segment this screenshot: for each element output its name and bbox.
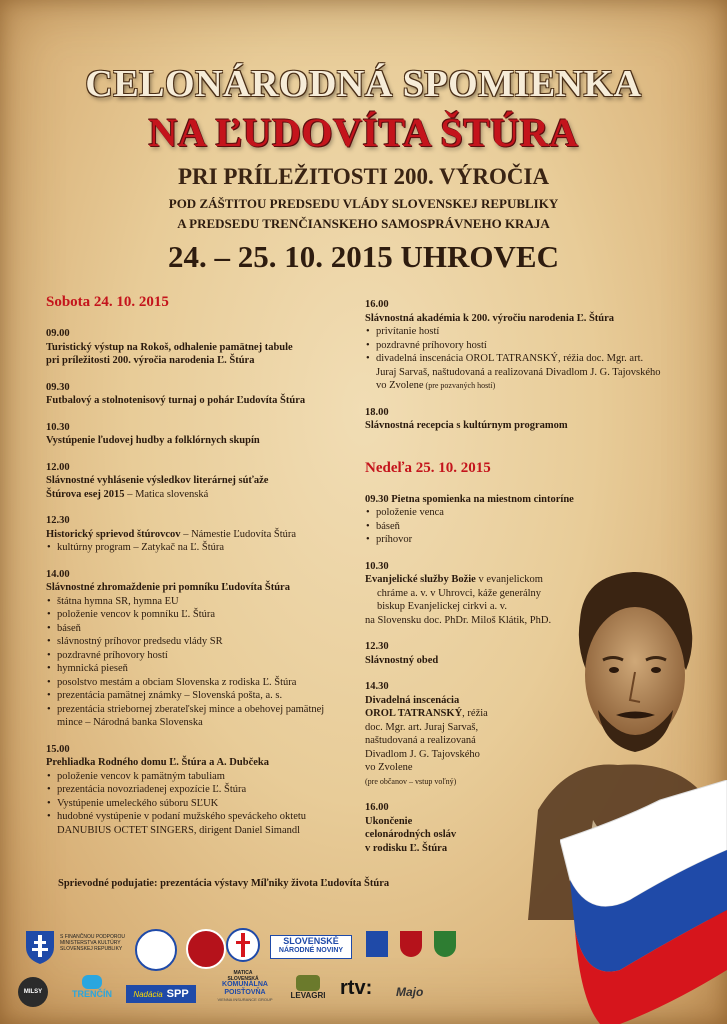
levagri-text: LEVAGRI [290, 991, 326, 1000]
event-text: – Námestie Ľudovíta Štúra [180, 528, 297, 540]
event-text: celonárodných osláv [365, 829, 457, 840]
trencin-mark-icon [82, 975, 102, 989]
list-item: • posolstvo mestám a obciam Slovenska z rodiska Ľ. Štúra [46, 676, 346, 690]
event-text: Slávnostné vyhlásenie výsledkov literárnej súťaže [46, 475, 269, 486]
milsy-logo: MILSY [18, 977, 48, 1007]
matica-logo [226, 925, 260, 985]
list-item: • slávnostný príhovor predsedu vlády SR [46, 635, 346, 649]
event-text: vo Zvolene [365, 762, 413, 773]
program-item [46, 461, 346, 502]
list-item: • položenie vencov k pomníku Ľ. Štúra [46, 608, 346, 622]
date-place: 24. – 25. 10. 2015 UHROVEC [168, 239, 559, 274]
nadacia-spp-logo [126, 985, 196, 1003]
dove-logo-icon [135, 929, 177, 971]
event-time: 16.00 [365, 299, 389, 310]
patron-line-1: POD ZÁŠTITOU PREDSEDU VLÁDY SLOVENSKEJ REPUBLIKY [168, 196, 559, 211]
event-text: Prehliadka Rodného domu Ľ. Štúra a A. Dubčeka [46, 757, 269, 768]
saturday-title: Sobota 24. 10. 2015 [46, 294, 169, 310]
event-text: v rodisku Ľ. Štúra [365, 842, 448, 854]
komunalna-text: POISŤOVŇA [224, 989, 266, 996]
spp-text: SPP [166, 988, 189, 1000]
ministry-text: S FINANČNOU PODPOROU [60, 934, 126, 940]
emblem-logo-icon [186, 929, 226, 969]
list-item: • prezentácia novozriadenej expozície Ľ. Štúra [46, 783, 346, 797]
companion-event: Sprievodné podujatie: prezentácia výstavy Míľniky života Ľudovíta Štúra [58, 878, 390, 889]
event-time: 14.00 [46, 568, 70, 580]
program-item [365, 406, 665, 433]
poster-header [0, 62, 727, 274]
crest-logo-icon [400, 931, 422, 957]
list-item: • báseň [46, 622, 346, 636]
list-item: • pozdravné príhovory hostí [46, 649, 346, 663]
ministry-logo [60, 934, 140, 952]
audience-note: (pre občanov – vstup voľný) [365, 776, 457, 786]
event-time: 12.00 [46, 461, 70, 473]
audience-note: (pre pozvaných hostí) [423, 381, 496, 390]
noviny-text: SLOVENSKÉ [283, 936, 339, 946]
patron-line-2: A PREDSEDU TRENČIANSKEHO SAMOSPRÁVNEHO KRAJA [177, 216, 550, 231]
event-time: 09.30 [46, 381, 70, 393]
event-time: 12.30 [46, 515, 70, 526]
event-text: Slávnostné zhromaždenie pri pomníku Ľudovíta Štúra [46, 582, 290, 593]
event-time: 18.00 [365, 406, 389, 418]
program-item [365, 298, 665, 393]
title-line-2: NA ĽUDOVÍTA ŠTÚRA [148, 110, 579, 155]
event-text: 09.30 Pietna spomienka na miestnom cintoríne [365, 493, 574, 505]
matica-text: MATICA SLOVENSKÁ [227, 970, 259, 982]
event-text: Slávnostná akadémia k 200. výročiu narodenia Ľ. Štúra [365, 312, 615, 324]
program-item [46, 514, 346, 555]
list-item: • prezentácia pamätnej známky – Slovenská pošta, a. s. [46, 689, 346, 703]
event-text: OROL TATRANSKÝ [365, 708, 463, 719]
program-item [46, 421, 346, 448]
event-time: 09.00 [46, 328, 70, 339]
slovak-coat-of-arms-icon [24, 929, 56, 965]
event-text: pri príležitosti 200. výročia narodenia Ľ. Štúra [46, 355, 255, 366]
trencin-logo [72, 975, 112, 999]
list-item: • prezentácia striebornej zberateľskej mince a obehovej pamätnej mince – Národná banka Slovenska [46, 703, 346, 730]
list-item: • privítanie hostí [365, 325, 665, 339]
program-item [46, 327, 346, 368]
event-text: Vystúpenie ľudovej hudby a folklórnych skupín [46, 435, 260, 446]
event-text: Divadelná inscenácia [365, 694, 460, 706]
list-item: • kultúrny program – Zatykač na Ľ. Štúra [46, 541, 346, 555]
trencin-text: TRENČÍN [72, 989, 112, 999]
title-line-1: CELONÁRODNÁ SPOMIENKA [85, 63, 642, 105]
majo-logo: Majo [396, 985, 424, 999]
program-item [46, 568, 346, 730]
crest-logo-icon [434, 931, 456, 957]
event-text: biskup Evanjelickej cirkvi a. v. [377, 601, 507, 612]
list-item: • položenie vencov k pamätným tabuliam [46, 770, 346, 784]
program-item [365, 493, 665, 547]
rtv-logo: rtv: [340, 977, 373, 999]
program-item [46, 743, 346, 838]
event-text: v evanjelickom [475, 574, 543, 585]
levagri-mark-icon [296, 975, 320, 991]
crest-logo-icon [366, 931, 388, 957]
event-text: Futbalový a stolnotenisový turnaj o pohár Ľudovíta Štúra [46, 395, 306, 406]
event-text: , réžia [462, 708, 488, 719]
event-text: Divadlom J. G. Tajovského [365, 748, 480, 760]
event-text: Turistický výstup na Rokoš, odhalenie pamätnej tabule [46, 341, 293, 353]
nadacia-text: Nadácia [133, 989, 163, 999]
event-text: doc. Mgr. art. Juraj Sarvaš, [365, 721, 479, 733]
sunday-title: Nedeľa 25. 10. 2015 [365, 459, 491, 476]
list-item: • pozdravné príhovory hostí [365, 339, 665, 353]
saturday-column [46, 293, 346, 850]
list-item [365, 352, 665, 393]
event-text: Historický sprievod štúrovcov [46, 528, 181, 540]
event-text: Štúrova esej 2015 [46, 488, 125, 500]
komunalna-text: VIENNA INSURANCE GROUP [217, 997, 273, 1002]
event-text: Slávnostný obed [365, 654, 439, 666]
komunalna-text: KOMUNÁLNA [222, 981, 268, 988]
event-text: Slávnostná recepcia s kultúrnym programom [365, 420, 568, 431]
list-item: • báseň [365, 520, 665, 534]
event-time: 15.00 [46, 743, 70, 755]
list-item: • hymnická pieseň [46, 662, 346, 676]
event-text: na Slovensku doc. PhDr. Miloš Klátik, PhD. [365, 614, 552, 626]
program-item [46, 381, 346, 408]
list-item: • položenie venca [365, 506, 665, 520]
event-text: Ukončenie [365, 815, 413, 827]
event-time: 14.30 [365, 681, 389, 692]
event-text: chráme a. v. v Uhrovci, káže generálny [377, 587, 542, 599]
noviny-logo [270, 935, 352, 959]
subtitle: PRI PRÍLEŽITOSTI 200. VÝROČIA [177, 164, 550, 189]
ministry-text: SLOVENSKEJ REPUBLIKY [60, 946, 123, 952]
list-item-text: divadelná inscenácia OROL TATRANSKÝ, réžia doc. Mgr. art. Juraj Sarvaš, naštudovaná a realizovaná Divadlom J. G. Tajovského vo Zvolene [376, 353, 661, 391]
matica-cross-icon [226, 925, 260, 965]
event-text: – Matica slovenská [124, 488, 209, 500]
sponsor-logos [0, 915, 727, 1024]
ministry-text: MINISTERSTVA KULTÚRY [60, 940, 121, 946]
list-item: • Vystúpenie umeleckého súboru SĽUK [46, 797, 346, 811]
event-time: 12.30 [365, 641, 389, 652]
list-item: • príhovor [365, 533, 665, 547]
event-time: 10.30 [365, 560, 389, 572]
event-text: Evanjelické služby Božie [365, 574, 476, 585]
list-item: • hudobné vystúpenie v podaní mužského speváckeho oktetu DANUBIUS OCTET SINGERS, dirigent Daniel Simandl [46, 810, 346, 837]
noviny-text: NÁRODNÉ NOVINY [278, 947, 344, 954]
event-time: 16.00 [365, 802, 389, 813]
list-item: • štátna hymna SR, hymna EU [46, 595, 346, 609]
event-time: 10.30 [46, 421, 70, 433]
levagri-logo [288, 975, 328, 1000]
event-text: naštudovaná a realizovaná [365, 735, 476, 746]
komunalna-logo [210, 981, 280, 1003]
